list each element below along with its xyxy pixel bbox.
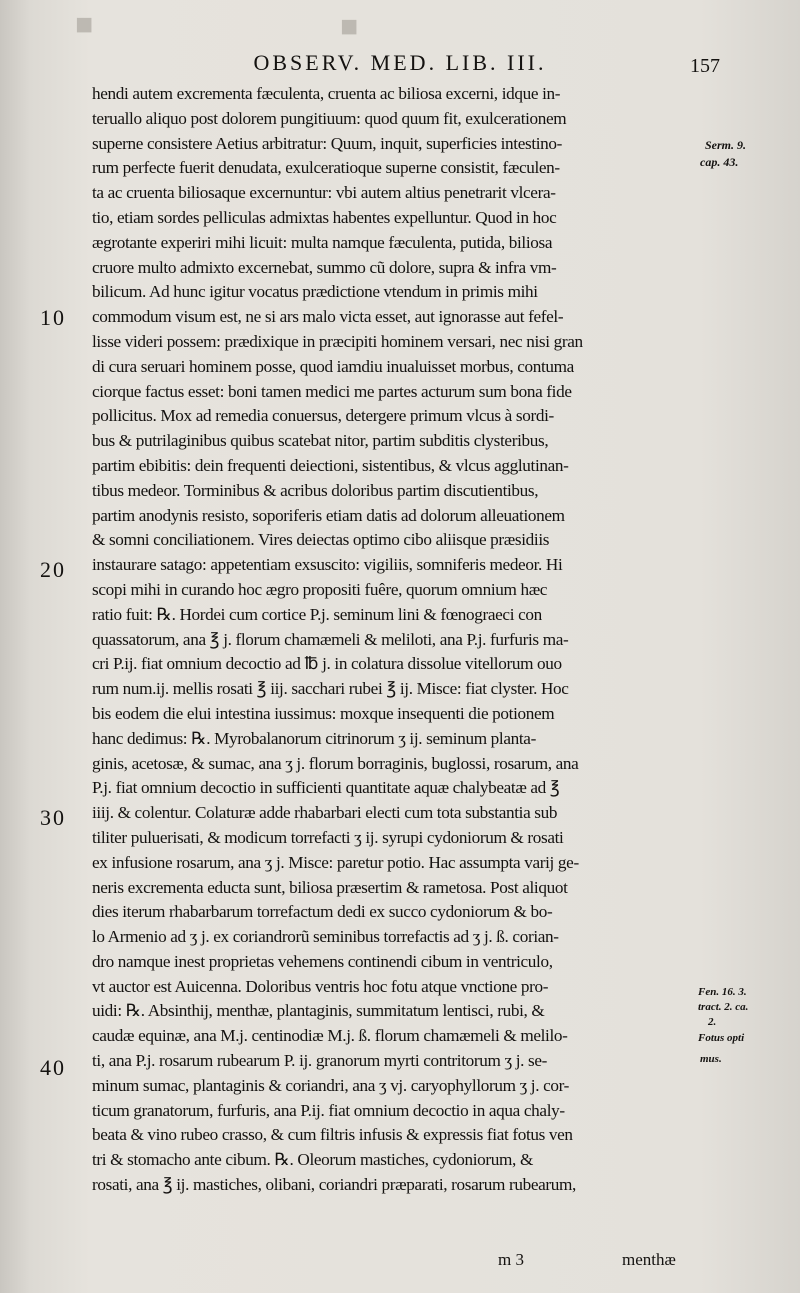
text-line: uidi: ℞. Absinthij, menthæ, plantaginis, summitatum lentisci, rubi, & xyxy=(92,1001,545,1021)
text-line: cruore multo admixto excernebat, summo cũ dolore, supra & infra vm- xyxy=(92,257,557,277)
text-line: bus & putrilaginibus quibus scatebat nitor, partim subditis clysteribus, xyxy=(92,431,549,451)
text-line: ciorque factus esset: boni tamen medici me partes acturum sum bona fide xyxy=(92,381,572,401)
body-text xyxy=(92,82,692,1198)
text-line: caudæ equinæ, ana M.j. centinodiæ M.j. ß. florum chamæmeli & melilo- xyxy=(92,1026,568,1046)
margin-note-fen: Fen. 16. 3. xyxy=(698,986,747,998)
text-line: di cura seruari hominem posse, quod iamdiu inualuisset morbus, contuma xyxy=(92,356,574,376)
text-line: & somni conciliationem. Vires deiectas optimo cibo aliisque præsidiis xyxy=(92,530,550,550)
text-line: ti, ana P.j. rosarum rubearum P. ij. granorum myrti contritorum ʒ j. se- xyxy=(92,1051,547,1071)
text-line: vt auctor est Auicenna. Doloribus ventris hoc fotu atque vnctione pro- xyxy=(92,976,549,996)
margin-note-sermo: Serm. 9. xyxy=(705,138,747,152)
margin-note-fotus: mus. xyxy=(700,1053,722,1065)
text-line: beata & vino rubeo crasso, & cum filtris infusis & expressis fiat fotus ven xyxy=(92,1125,573,1145)
signature-mark: m 3 xyxy=(498,1250,524,1269)
text-line: P.j. fiat omnium decoctio in sufficienti quantitate aquæ chalybeatæ ad ℥ xyxy=(92,778,560,798)
margin-note-fen: tract. 2. ca. xyxy=(698,1001,749,1013)
catchword: menthæ xyxy=(622,1250,676,1269)
text-line: rum perfecte fuerit denudata, exulceratioque superne consistit, fæculen- xyxy=(92,158,560,178)
text-line: dies iterum rhabarbarum torrefactum dedi ex succo cydoniorum & bo- xyxy=(92,902,553,922)
text-line: quassatorum, ana ℥ j. florum chamæmeli & meliloti, ana P.j. furfuris ma- xyxy=(92,629,569,649)
bleed-through-mark: ■ xyxy=(75,8,94,41)
text-line: minum sumac, plantaginis & coriandri, ana ʒ vj. caryophyllorum ʒ j. cor- xyxy=(92,1075,570,1095)
text-line: pollicitus. Mox ad remedia conuersus, detergere primum vlcus à sordi- xyxy=(92,406,554,426)
text-line: hendi autem excrementa fæculenta, cruenta ac biliosa excerni, idque in- xyxy=(92,84,561,103)
text-line: ægrotante experiri mihi licuit: multa namque fæculenta, putida, biliosa xyxy=(92,232,553,252)
text-line: lisse videri possem: prædixique in præcipiti hominem versari, nec nisi gran xyxy=(92,331,583,351)
text-line: rosati, ana ℥ ij. mastiches, olibani, coriandri præparati, rosarum rubearum, xyxy=(92,1175,576,1195)
running-title: OBSERV. MED. LIB. III. xyxy=(253,50,547,75)
text-line: superne consistere Aetius arbitratur: Quum, inquit, superficies intestino- xyxy=(92,133,563,153)
text-line: neris excrementa educta sunt, biliosa præsertim & rametosa. Post aliquot xyxy=(92,877,568,897)
text-line: teruallo aliquo post dolorem pungitiuum: quod quum fit, exulcerationem xyxy=(92,108,567,128)
text-line: ratio fuit: ℞. Hordei cum cortice P.j. seminum lini & fœnograeci con xyxy=(92,604,542,624)
text-line: ex infusione rosarum, ana ʒ j. Misce: paretur potio. Hac assumpta varij ge- xyxy=(92,852,579,872)
margin-note-fotus: Fotus opti xyxy=(698,1032,745,1044)
margin-note-fen: 2. xyxy=(708,1016,717,1028)
text-line: tri & stomacho ante cibum. ℞. Oleorum mastiches, cydoniorum, & xyxy=(92,1150,533,1170)
text-line: bis eodem die elui intestina iussimus: moxque insequenti die potionem xyxy=(92,703,555,723)
text-line: ta ac cruenta biliosaque excernuntur: vbi autem altius penetrarit vlcera- xyxy=(92,183,556,203)
text-line: ticum granatorum, furfuris, ana P.ij. fiat omnium decoctio in aqua chaly- xyxy=(92,1100,565,1120)
page-number: 157 xyxy=(690,55,720,77)
line-number: 40 xyxy=(40,1055,66,1080)
text-line: commodum visum est, ne si ars malo victa esset, aut ignorasse aut fefel- xyxy=(92,307,564,327)
text-line: rum num.ij. mellis rosati ℥ iij. sacchari rubei ℥ ij. Misce: fiat clyster. Hoc xyxy=(92,679,569,699)
text-line: bilicum. Ad hunc igitur vocatus prædictione vtendum in primis mihi xyxy=(92,282,538,302)
bleed-through-mark: ■ xyxy=(340,10,359,43)
text-line: partim ebibitis: dein frequenti deiectioni, sistentibus, & vlcus agglutinan- xyxy=(92,455,569,475)
text-line: tiliter puluerisati, & modicum torrefacti ʒ ij. syrupi cydoniorum & rosati xyxy=(92,827,564,847)
text-line: partim anodynis resisto, soporiferis etiam datis ad dolorum alleuationem xyxy=(92,505,565,525)
line-number: 30 xyxy=(40,805,66,830)
text-line: iiij. & colentur. Colaturæ adde rhabarbari electi cum tota substantia sub xyxy=(92,803,558,823)
margin-note-caput: cap. 43. xyxy=(700,155,739,169)
text-line: cri P.ij. fiat omnium decoctio ad ℔ j. in colatura dissolue vitellorum ouo xyxy=(92,654,562,674)
line-number: 20 xyxy=(40,557,66,582)
text-line: dro namque inest proprietas vehemens continendi cibum in ventriculo, xyxy=(92,951,553,971)
line-number: 10 xyxy=(40,305,66,330)
text-line: scopi mihi in curando hoc ægro propositi fuêre, quorum omnium hæc xyxy=(92,579,548,599)
text-line: tio, etiam sordes pelliculas admixtas habentes expelluntur. Quod in hoc xyxy=(92,207,557,227)
text-line: hanc dedimus: ℞. Myrobalanorum citrinorum ʒ ij. seminum planta- xyxy=(92,728,536,748)
text-line: lo Armenio ad ʒ j. ex coriandrorũ seminibus torrefactis ad ʒ j. ß. corian- xyxy=(92,927,559,947)
text-line: tibus medeor. Torminibus & acribus doloribus partim discutientibus, xyxy=(92,480,539,500)
text-line: ginis, acetosæ, & sumac, ana ʒ j. florum borraginis, buglossi, rosarum, ana xyxy=(92,753,579,773)
text-line: instaurare satago: appetentiam exsuscito: vigiliis, somniferis medeor. Hi xyxy=(92,555,563,575)
